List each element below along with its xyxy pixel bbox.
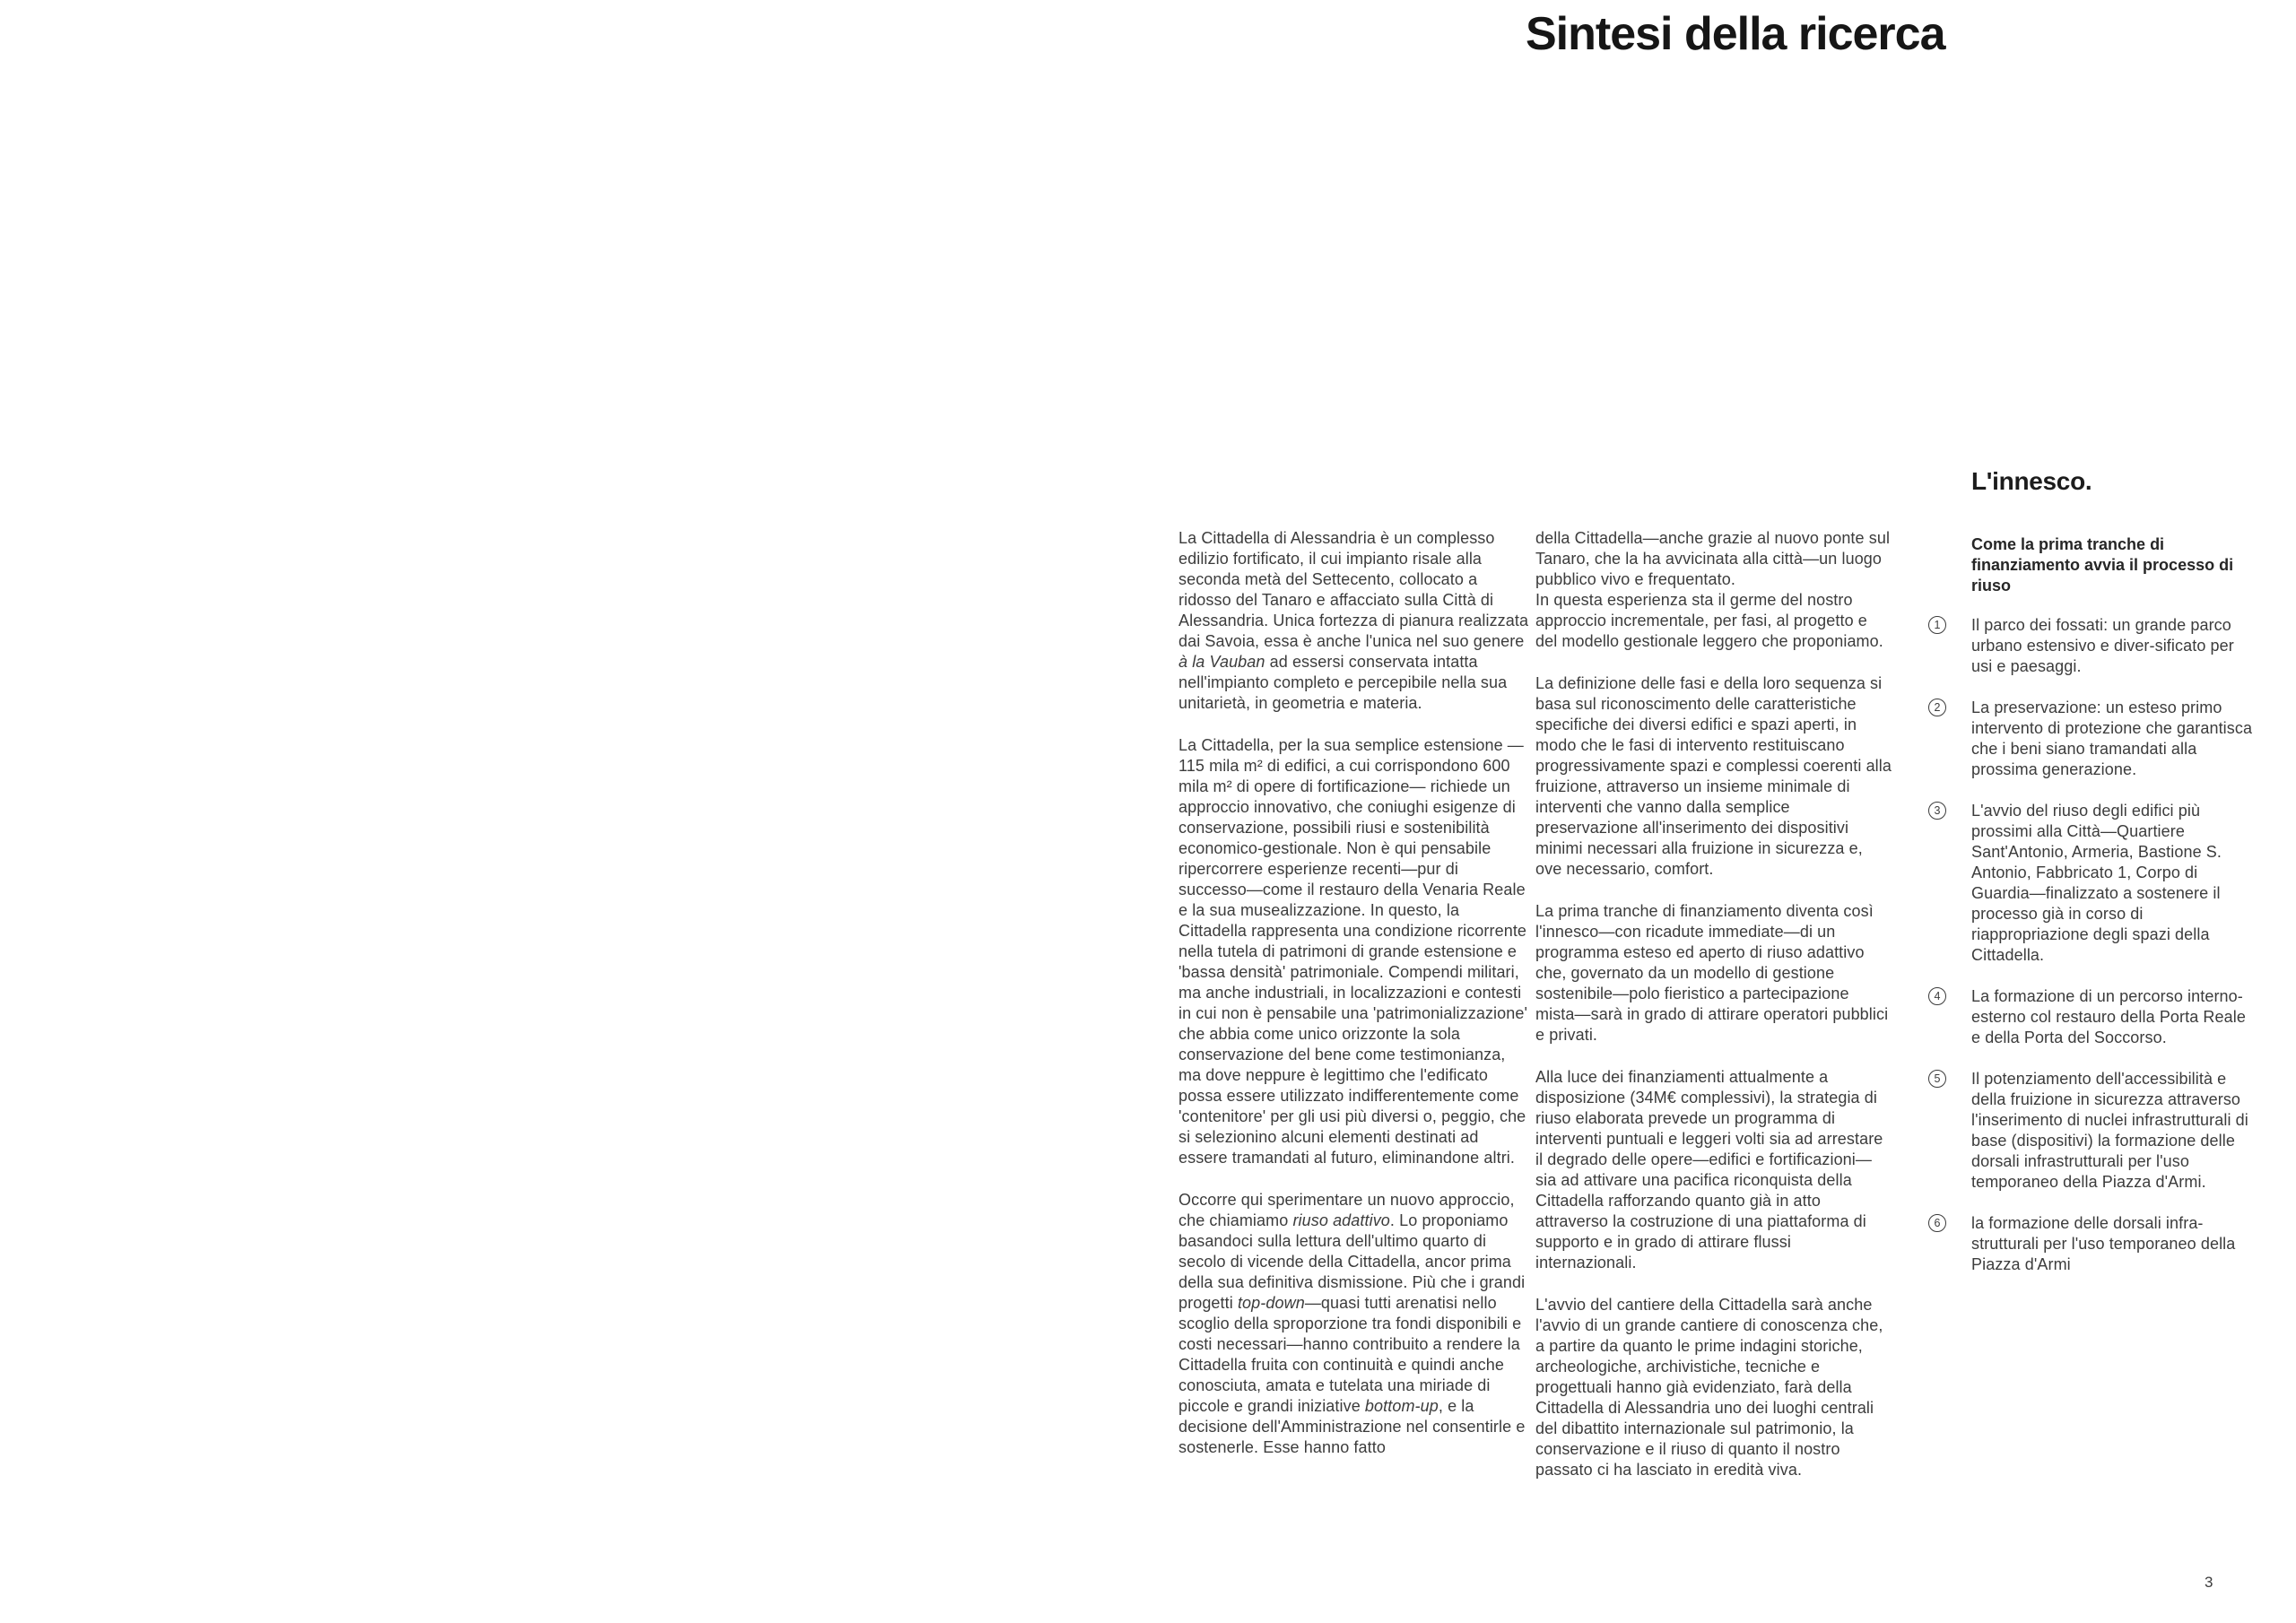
page-number: 3 xyxy=(2205,1574,2213,1591)
paragraph: Alla luce dei finanziamenti attualmente a disposizione (34M€ complessivi), la strategia di riuso elaborata prevede un programma di interventi puntuali e leggeri volti sia ad arrestare il degrado delle opere—edifici e fortificazioni—sia ad attivare una pacifica riconquista della Cittadella rafforzando quanto già in atto attraverso la costruzione di una piattaforma di supporto e in grado di attirare flussi internazionali. xyxy=(1535,1068,1883,1271)
sidebar-heading: L'innesco. xyxy=(1971,467,2092,495)
item-number-circle: 2 xyxy=(1928,699,1946,716)
item-number-badge xyxy=(1928,698,1971,780)
item-number-badge xyxy=(1928,615,1971,677)
item-number-badge xyxy=(1928,1213,1971,1275)
item-number-badge xyxy=(1928,801,1971,966)
list-item xyxy=(1928,1069,2258,1193)
page-title: Sintesi della ricerca xyxy=(1526,8,1945,60)
paragraph: La prima tranche di finanziamento diventa così l'innesco—con ricadute immediate—di un programma esteso ed aperto di riuso adattivo che, governato da un modello di gestione sostenibile—polo fieristico a partecipazione mista—sarà in grado di attirare operatori pubblici e privati. xyxy=(1535,902,1889,1044)
paragraph: Occorre qui sperimentare un nuovo approccio, che chiamiamo riuso adattivo. Lo proponiamo basandoci sulla lettura dell'ultimo quarto di secolo di vicende della Cittadella, ancor prima della sua definitiva dismissione. Più che i grandi progetti top-down—quasi tutti arenatisi nello scoglio della sproporzione tra fondi disponibili e costi necessari—hanno contribuito a rendere la Cittadella fruita con continuità e quindi anche conosciuta, amata e tutelata una miriade di piccole e grandi iniziative bottom-up, e la decisione dell'Amministrazione nel consentirle e sostenerle. Esse hanno fatto xyxy=(1178,1191,1526,1456)
item-number-circle: 4 xyxy=(1928,987,1946,1005)
item-text: Il parco dei fossati: un grande parco urbano estensivo e diver-sificato per usi e paesaggi. xyxy=(1971,616,2234,675)
list-item xyxy=(1928,986,2258,1048)
paragraph: L'avvio del cantiere della Cittadella sarà anche l'avvio di un grande cantiere di conoscenza che, a partire da quanto le prime indagini storiche, archeologiche, archivistiche, tecniche e progettuali hanno già evidenziato, farà della Cittadella di Alessandria uno dei luoghi centrali del dibattito internazionale sul patrimonio, la conservazione e il riuso di quanto il nostro passato ci ha lasciato in eredità viva. xyxy=(1535,1296,1883,1479)
list-item xyxy=(1928,801,2258,966)
item-text: la formazione delle dorsali infra-strutturali per l'uso temporaneo della Piazza d'Armi xyxy=(1971,1214,2236,1273)
sidebar xyxy=(1928,466,2258,1296)
item-text: La formazione di un percorso interno-esterno col restauro della Porta Reale e della Porta del Soccorso. xyxy=(1971,987,2246,1046)
item-number-circle: 6 xyxy=(1928,1214,1946,1232)
item-text: L'avvio del riuso degli edifici più prossimi alla Città—Quartiere Sant'Antonio, Armeria, Bastione S. Antonio, Fabbricato 1, Corpo di Guardia—finalizzato a sostenere il processo già in corso di riappropriazione degli spazi della Cittadella. xyxy=(1971,802,2222,964)
item-text: La preservazione: un esteso primo intervento di protezione che garantisca che i beni siano tramandati alla prossima generazione. xyxy=(1971,699,2253,778)
paragraph: della Cittadella—anche grazie al nuovo ponte sul Tanaro, che la ha avvicinata alla città—un luogo pubblico vivo e frequentato. In questa esperienza sta il germe del nostro approccio incrementale, per fasi, al progetto e del modello gestionale leggero che proponiamo. xyxy=(1535,529,1891,650)
sidebar-subheading: Come la prima tranche di finanziamento avvia il processo di riuso xyxy=(1971,535,2234,595)
list-item xyxy=(1928,1213,2258,1275)
item-number-circle: 5 xyxy=(1928,1070,1946,1088)
item-text: Il potenziamento dell'accessibilità e della fruizione in sicurezza attraverso l'inserimento di nuclei infrastrutturali di base (dispositivi) la formazione delle dorsali infrastrutturali per l'uso temporaneo della Piazza d'Armi. xyxy=(1971,1070,2248,1191)
numbered-list xyxy=(1928,615,2258,1275)
item-number-badge xyxy=(1928,1069,1971,1193)
list-item xyxy=(1928,698,2258,780)
list-item xyxy=(1928,615,2258,677)
paragraph: La definizione delle fasi e della loro sequenza si basa sul riconoscimento delle caratteristiche specifiche dei diversi edifici e spazi aperti, in modo che le fasi di intervento restituiscano progressivamente spazi e complessi coerenti alla fruizione, attraverso un insieme minimale di interventi che vanno dalla semplice preservazione all'inserimento dei dispositivi minimi necessari alla fruizione in sicurezza e, ove necessario, comfort. xyxy=(1535,674,1892,878)
item-number-circle: 3 xyxy=(1928,802,1946,820)
paragraph: La Cittadella, per la sua semplice estensione —115 mila m² di edifici, a cui corrispondono 600 mila m² di opere di fortificazione— richiede un approccio innovativo, che coniughi esigenze di conservazione, possibili riusi e sostenibilità economico-gestionale. Non è qui pensabile ripercorrere esperienze recenti—pur di successo—come il restauro della Venaria Reale e la sua musealizzazione. In questo, la Cittadella rappresenta una condizione ricorrente nella tutela di patrimoni di grande estensione e 'bassa densità' patrimoniale. Compendi militari, ma anche industriali, in localizzazioni e contesti in cui non è pensabile una 'patrimonializzazione' che abbia come unico orizzonte la sola conservazione del bene come testimonianza, ma dove neppure è legittimo che l'edificato possa essere utilizzato indifferentemente come 'contenitore' per gli usi più diversi o, peggio, che si selezionino alcuni elementi destinati ad essere tramandati al futuro, eliminandone altri. xyxy=(1178,736,1528,1167)
item-number-badge xyxy=(1928,986,1971,1048)
body-column-1 xyxy=(1178,528,1530,1480)
paragraph: La Cittadella di Alessandria è un complesso edilizio fortificato, il cui impianto risale alla seconda metà del Settecento, collocato a ridosso del Tanaro e affacciato sulla Città di Alessandria. Unica fortezza di pianura realizzata dai Savoia, essa è anche l'unica nel suo genere à la Vauban ad essersi conservata intatta nell'impianto completo e percepibile nella sua unitarietà, in geometria e materia. xyxy=(1178,529,1529,712)
body-column-2 xyxy=(1535,528,1892,1502)
item-number-circle: 1 xyxy=(1928,616,1946,634)
